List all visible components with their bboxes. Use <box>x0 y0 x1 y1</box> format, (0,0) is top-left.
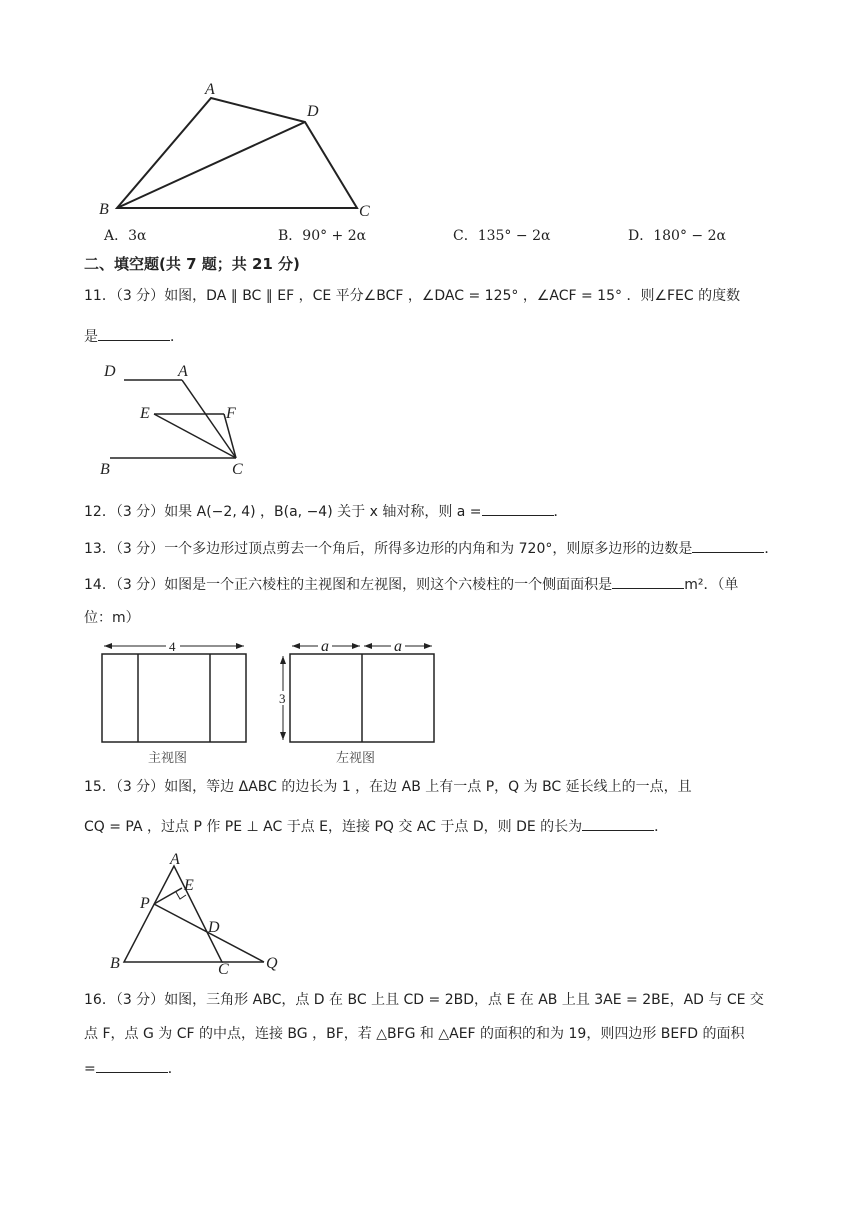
label-q: Q <box>266 955 278 972</box>
question-16-line2: 点 F，点 G 为 CF 的中点，连接 BG ，BF，若 △BFG 和 △AEF 的面积的和为 19，则四边形 BEFD 的面积 <box>84 1026 745 1042</box>
arrow-left-icon <box>364 643 372 649</box>
question-15-line1 <box>84 777 692 797</box>
text-suffix: ． <box>167 1061 182 1077</box>
arrow-right-icon <box>424 643 432 649</box>
figure-prism-views <box>96 636 446 770</box>
text-suffix: m²．（单 <box>684 577 739 593</box>
question-text: CQ = PA ，过点 P 作 PE ⊥ AC 于点 E，连接 PQ 交 AC 于点 D，则 DE 的长为 <box>84 819 583 835</box>
figure-parallel-lines <box>96 358 256 478</box>
label-b: B <box>99 201 109 218</box>
question-14-line2: 位：m） <box>84 610 140 626</box>
label-d: D <box>307 103 319 120</box>
answer-blank <box>482 501 554 516</box>
text-prefix: = <box>84 1061 96 1077</box>
question-text: 如图，等边 ΔABC 的边长为 1 ，在边 AB 上有一点 P，Q 为 BC 延长线上的一点，且 <box>164 779 692 795</box>
question-11-line2 <box>84 326 184 347</box>
question-text: 如图，DA ∥ BC ∥ EF ，CE 平分∠BCF ，∠DAC = 125° ，∠ACF = 15° ．则∠FEC 的度数 <box>164 288 741 304</box>
text-suffix: ． <box>170 329 184 345</box>
section-title: 二、填空题(共 7 题；共 21 分) <box>84 255 300 273</box>
question-15-line2 <box>84 816 668 837</box>
question-13 <box>84 538 778 559</box>
option-c: C．135° − 2α <box>453 228 551 244</box>
label-b: B <box>100 461 110 478</box>
answer-blank <box>612 574 684 589</box>
label-f: F <box>226 405 236 422</box>
question-score: （3 分） <box>115 504 165 520</box>
question-text: 一个多边形过顶点剪去一个角后，所得多边形的内角和为 720°，则原多边形的边数是 <box>164 541 693 557</box>
figure-equilateral-triangle <box>104 852 284 976</box>
answer-blank <box>582 816 654 831</box>
label-e: E <box>140 405 150 422</box>
question-number: 13． <box>84 541 116 557</box>
question-16-line1 <box>84 990 764 1010</box>
label-a: A <box>205 81 215 98</box>
label-a: A <box>178 363 188 380</box>
side-width-label: a <box>321 638 329 655</box>
side-width-label: a <box>394 638 402 655</box>
answer-blank <box>96 1058 168 1073</box>
arrow-right-icon <box>352 643 360 649</box>
arrow-up-icon <box>280 656 286 664</box>
question-text: 如果 A(−2, 4) ，B(a, −4) 关于 x 轴对称，则 a = <box>164 504 482 520</box>
arrow-left-icon <box>104 643 112 649</box>
question-16-line3 <box>84 1058 182 1079</box>
text-prefix: 是 <box>84 329 98 345</box>
question-text: 如图是一个正六棱柱的主视图和左视图，则这个六棱柱的一个侧面面积是 <box>164 577 613 593</box>
question-11-line1 <box>84 286 740 306</box>
label-c: C <box>232 461 243 478</box>
figure-quadrilateral <box>95 78 385 220</box>
arrow-right-icon <box>236 643 244 649</box>
question-score: （3 分） <box>115 288 165 304</box>
front-width-label: 4 <box>169 639 176 654</box>
question-number: 15． <box>84 779 116 795</box>
answer-blank <box>98 326 170 341</box>
question-score: （3 分） <box>115 541 165 557</box>
front-caption: 主视图 <box>148 751 188 766</box>
label-b: B <box>110 955 120 972</box>
label-p: P <box>140 895 150 912</box>
option-b: B．90° + 2α <box>278 228 367 244</box>
option-a: A．3α <box>104 228 147 244</box>
answer-blank <box>692 538 764 553</box>
diagonal-bd <box>117 122 305 208</box>
question-12 <box>84 501 568 522</box>
label-e: E <box>184 877 194 894</box>
question-score: （3 分） <box>115 577 165 593</box>
question-14-line1 <box>84 574 738 595</box>
text-suffix: ． <box>553 504 568 520</box>
text-suffix: ． <box>654 819 669 835</box>
label-a: A <box>170 852 180 868</box>
question-score: （3 分） <box>115 779 165 795</box>
label-c: C <box>359 203 370 220</box>
side-height-label: 3 <box>279 691 286 706</box>
arrow-down-icon <box>280 732 286 740</box>
question-number: 12． <box>84 504 116 520</box>
side-caption: 左视图 <box>336 751 376 766</box>
label-c: C <box>218 961 229 976</box>
question-text: 如图，三角形 ABC，点 D 在 BC 上且 CD = 2BD，点 E 在 AB 上且 3AE = 2BE，AD 与 CE 交 <box>164 992 764 1008</box>
line-ec <box>154 414 236 458</box>
text-suffix: ． <box>764 541 779 557</box>
arrow-left-icon <box>292 643 300 649</box>
question-score: （3 分） <box>115 992 165 1008</box>
question-number: 11． <box>84 288 116 304</box>
option-d: D．180° − 2α <box>628 228 726 244</box>
front-view-rect <box>102 654 246 742</box>
question-number: 14． <box>84 577 116 593</box>
label-d: D <box>208 919 220 936</box>
question-number: 16． <box>84 992 116 1008</box>
label-d: D <box>104 363 116 380</box>
